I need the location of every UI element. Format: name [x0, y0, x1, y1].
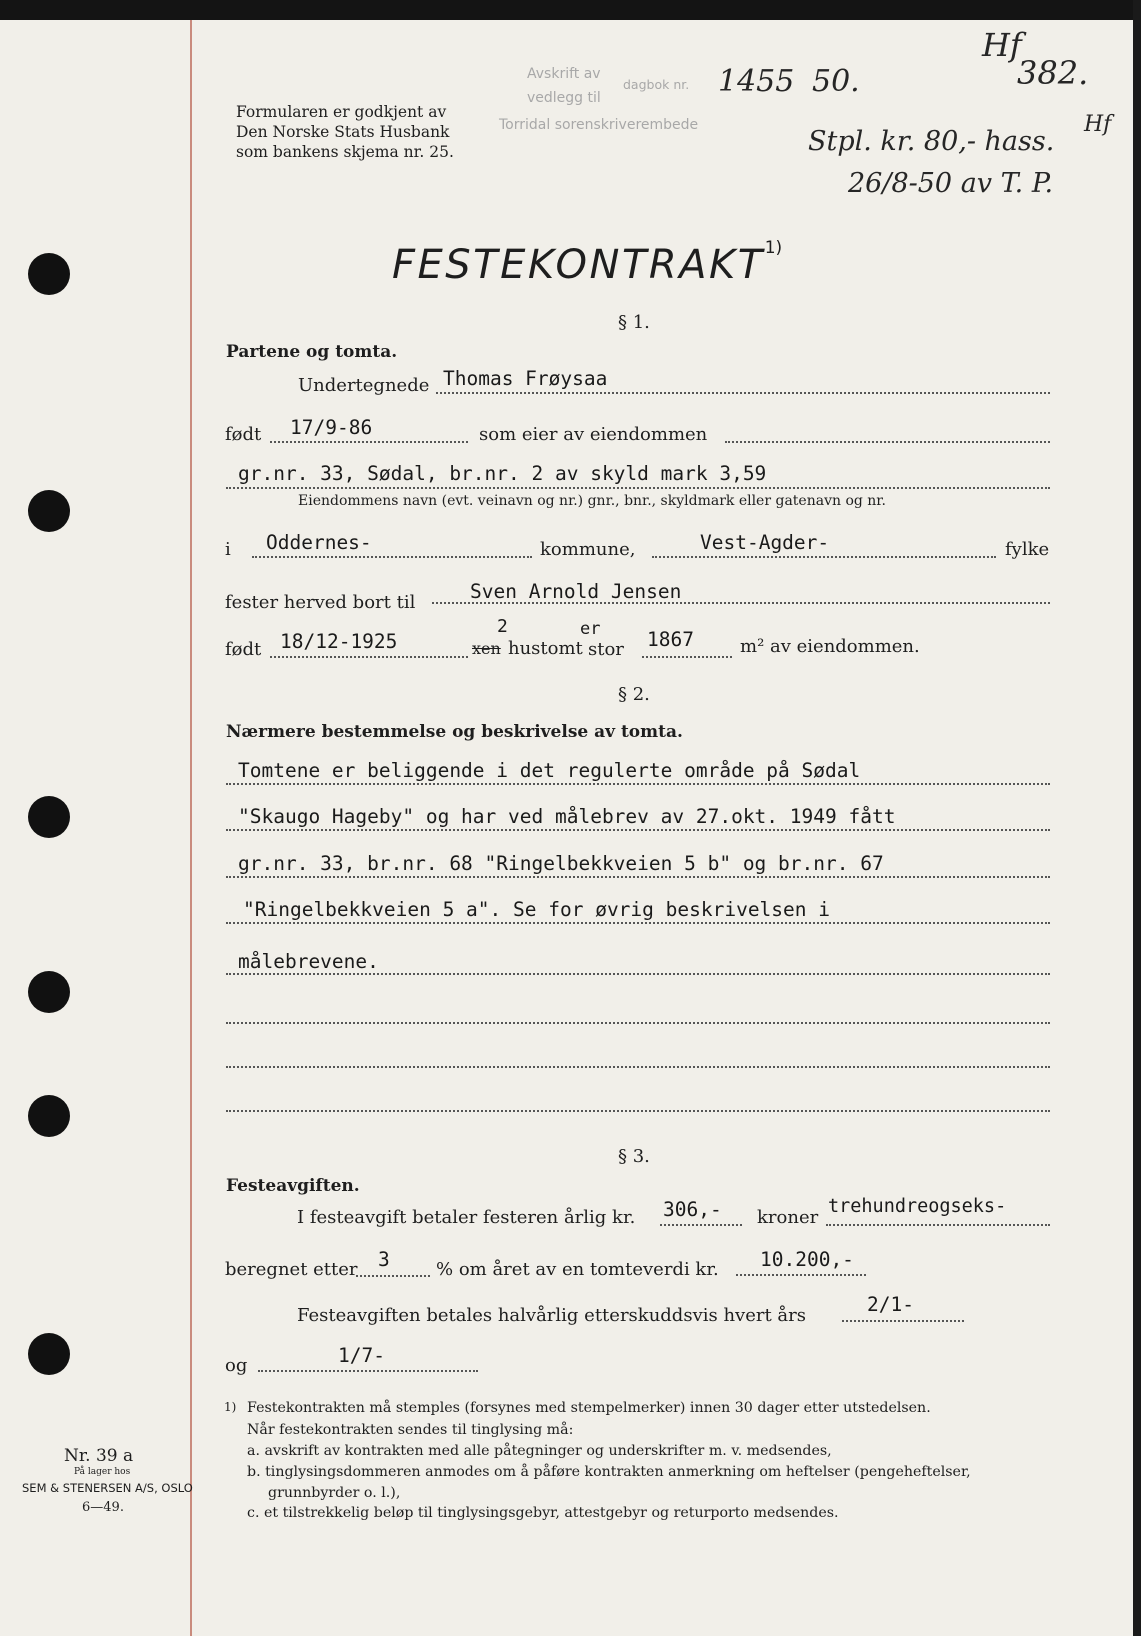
handwritten-stamp-date: 26/8-50 av T. P.	[848, 168, 1054, 199]
property-dotted-line	[226, 487, 1050, 489]
punch-hole	[28, 796, 70, 838]
fylke-dotted-line	[652, 556, 996, 558]
date2-value: 1/7-	[338, 1344, 385, 1367]
description-line: "Skaugo Hageby" og har ved målebrev av 27.okt. 1949 fått	[238, 805, 896, 828]
imprint-date: 6—49.	[82, 1500, 124, 1515]
amount-words-dotted-line	[826, 1224, 1050, 1226]
form-note-line: som bankens skjema nr. 25.	[236, 143, 454, 161]
handwritten-initials-note: Hf	[1084, 112, 1112, 137]
kommune-dotted-line	[252, 556, 532, 558]
footnote-line: Festekontrakten må stemples (forsynes med stempelmerker) innen 30 dager etter utstedelsen.	[247, 1400, 931, 1416]
section-2-number: § 2.	[618, 684, 650, 705]
betaler-label: I festeavgift betaler festeren årlig kr.	[297, 1207, 636, 1228]
kommune-value: Oddernes-	[266, 531, 372, 554]
stamp-line1b: dagbok nr.	[623, 77, 690, 92]
handwritten-stamp-note: Stpl. kr. 80,- hass.	[808, 126, 1055, 157]
description-dotted-line	[226, 1066, 1050, 1068]
description-dotted-line	[226, 1110, 1050, 1112]
handwritten-page-number: 382.	[1017, 54, 1089, 92]
kroner-label: kroner	[757, 1207, 819, 1228]
date1-dotted-line	[842, 1320, 964, 1322]
undertegnede-value: Thomas Frøysaa	[443, 367, 608, 390]
area-label: m² av eiendommen.	[740, 636, 920, 657]
fester-value: Sven Arnold Jensen	[470, 580, 682, 603]
fylke-label: fylke	[1005, 539, 1050, 560]
margin-rule	[190, 20, 192, 1636]
fodt2-dotted-line	[270, 656, 468, 658]
form-approval-note	[236, 102, 454, 162]
fodt2-value: 18/12-1925	[280, 630, 398, 653]
fodt-dotted-line	[270, 441, 468, 443]
fester-label: fester herved bort til	[225, 592, 416, 613]
property-value: gr.nr. 33, Sødal, br.nr. 2 av skyld mark 3,59	[238, 462, 767, 485]
struck-text: xen	[472, 639, 501, 658]
title-text: FESTEKONTRAKT	[392, 242, 765, 288]
area-dotted-line	[642, 656, 732, 658]
punch-hole	[28, 490, 70, 532]
punch-hole	[28, 253, 70, 295]
handwritten-journal-year: 50.	[812, 64, 860, 99]
description-dotted-line	[226, 783, 1050, 785]
eier-label: som eier av eiendommen	[479, 424, 708, 445]
description-line: gr.nr. 33, br.nr. 68 "Ringelbekkveien 5 b" og br.nr. 67	[238, 852, 884, 875]
form-note-line: Den Norske Stats Husbank	[236, 123, 450, 141]
i-label: i	[225, 539, 231, 560]
percent-value: 3	[378, 1248, 390, 1271]
imprint-pa-lager: På lager hos	[74, 1467, 131, 1477]
beregnet-label: beregnet etter	[225, 1259, 358, 1280]
tomteverdi-value: 10.200,-	[760, 1248, 854, 1271]
footnote-mark: 1)	[224, 1400, 237, 1414]
undertegnede-dotted-line	[436, 392, 1050, 394]
amount-dotted-line	[660, 1224, 742, 1226]
fodt2-label: født	[225, 639, 262, 660]
tomt-count-value: 2	[497, 616, 508, 637]
hustomt-label: hustomt	[508, 638, 583, 659]
section-3-number: § 3.	[618, 1146, 650, 1167]
imprint-publisher: SEM & STENERSEN A/S, OSLO	[22, 1481, 193, 1495]
eier-dotted-line	[725, 441, 1050, 443]
date1-value: 2/1-	[867, 1293, 914, 1316]
fylke-value: Vest-Agder-	[700, 531, 830, 554]
description-line: Tomtene er beliggende i det regulerte område på Sødal	[238, 759, 861, 782]
stamp-line1: Avskrift av	[527, 66, 601, 82]
scan-edge-right	[1133, 0, 1141, 1636]
punch-hole	[28, 971, 70, 1013]
stor-label: stor	[588, 639, 624, 660]
percent-label: % om året av en tomteverdi kr.	[436, 1259, 719, 1280]
percent-dotted-line	[356, 1275, 430, 1277]
footnote-line: c. et tilstrekkelig beløp til tinglysingsgebyr, attestgebyr og returporto medsendes.	[247, 1505, 839, 1521]
stamp-line2: vedlegg til	[527, 90, 601, 106]
kommune-label: kommune,	[540, 539, 636, 560]
section-2-heading: Nærmere bestemmelse og beskrivelse av tomta.	[226, 722, 683, 742]
section-1-number: § 1.	[618, 312, 650, 333]
section-1-heading: Partene og tomta.	[226, 342, 398, 362]
description-line: målebrevene.	[238, 950, 379, 973]
scan-edge-top	[0, 0, 1141, 20]
punch-hole	[28, 1095, 70, 1137]
footnote-line: b. tinglysingsdommeren anmodes om å påføre kontrakten anmerkning om heftelser (pengeheftelser,	[247, 1464, 971, 1480]
undertegnede-label: Undertegnede	[298, 375, 430, 396]
er-value: er	[580, 619, 601, 639]
amount-words-value: trehundreogseks-	[828, 1196, 1007, 1217]
description-dotted-line	[226, 922, 1050, 924]
form-note-line: Formularen er godkjent av	[236, 103, 447, 121]
stamp-line3: Torridal sorenskriverembede	[499, 117, 699, 133]
og-label: og	[225, 1355, 248, 1376]
description-line: "Ringelbekkveien 5 a". Se for øvrig beskrivelsen i	[243, 898, 830, 921]
description-dotted-line	[226, 1022, 1050, 1024]
description-dotted-line	[226, 829, 1050, 831]
handwritten-journal-number: 1455	[718, 64, 795, 99]
handwritten-initials: Hf	[982, 26, 1022, 64]
description-dotted-line	[226, 973, 1050, 975]
section-3-heading: Festeavgiften.	[226, 1176, 360, 1196]
tomteverdi-dotted-line	[736, 1274, 866, 1276]
area-value: 1867	[647, 628, 694, 651]
footnote-line: grunnbyrder o. l.),	[268, 1485, 401, 1501]
form-number: Nr. 39 a	[64, 1446, 134, 1466]
document-title	[392, 238, 783, 288]
amount-value: 306,-	[663, 1198, 722, 1221]
punch-hole	[28, 1333, 70, 1375]
title-footnote-mark: 1)	[764, 238, 783, 258]
footnote-line: a. avskrift av kontrakten med alle påtegninger og underskrifter m. v. medsendes,	[247, 1443, 832, 1459]
fodt-value: 17/9-86	[290, 416, 373, 439]
betales-label: Festeavgiften betales halvårlig etterskuddsvis hvert års	[297, 1305, 807, 1326]
description-dotted-line	[226, 876, 1050, 878]
fodt-label: født	[225, 424, 262, 445]
property-caption: Eiendommens navn (evt. veinavn og nr.) gnr., bnr., skyldmark eller gatenavn og nr.	[298, 493, 886, 509]
date2-dotted-line	[258, 1370, 478, 1372]
footnote-line: Når festekontrakten sendes til tinglysing må:	[247, 1422, 574, 1438]
